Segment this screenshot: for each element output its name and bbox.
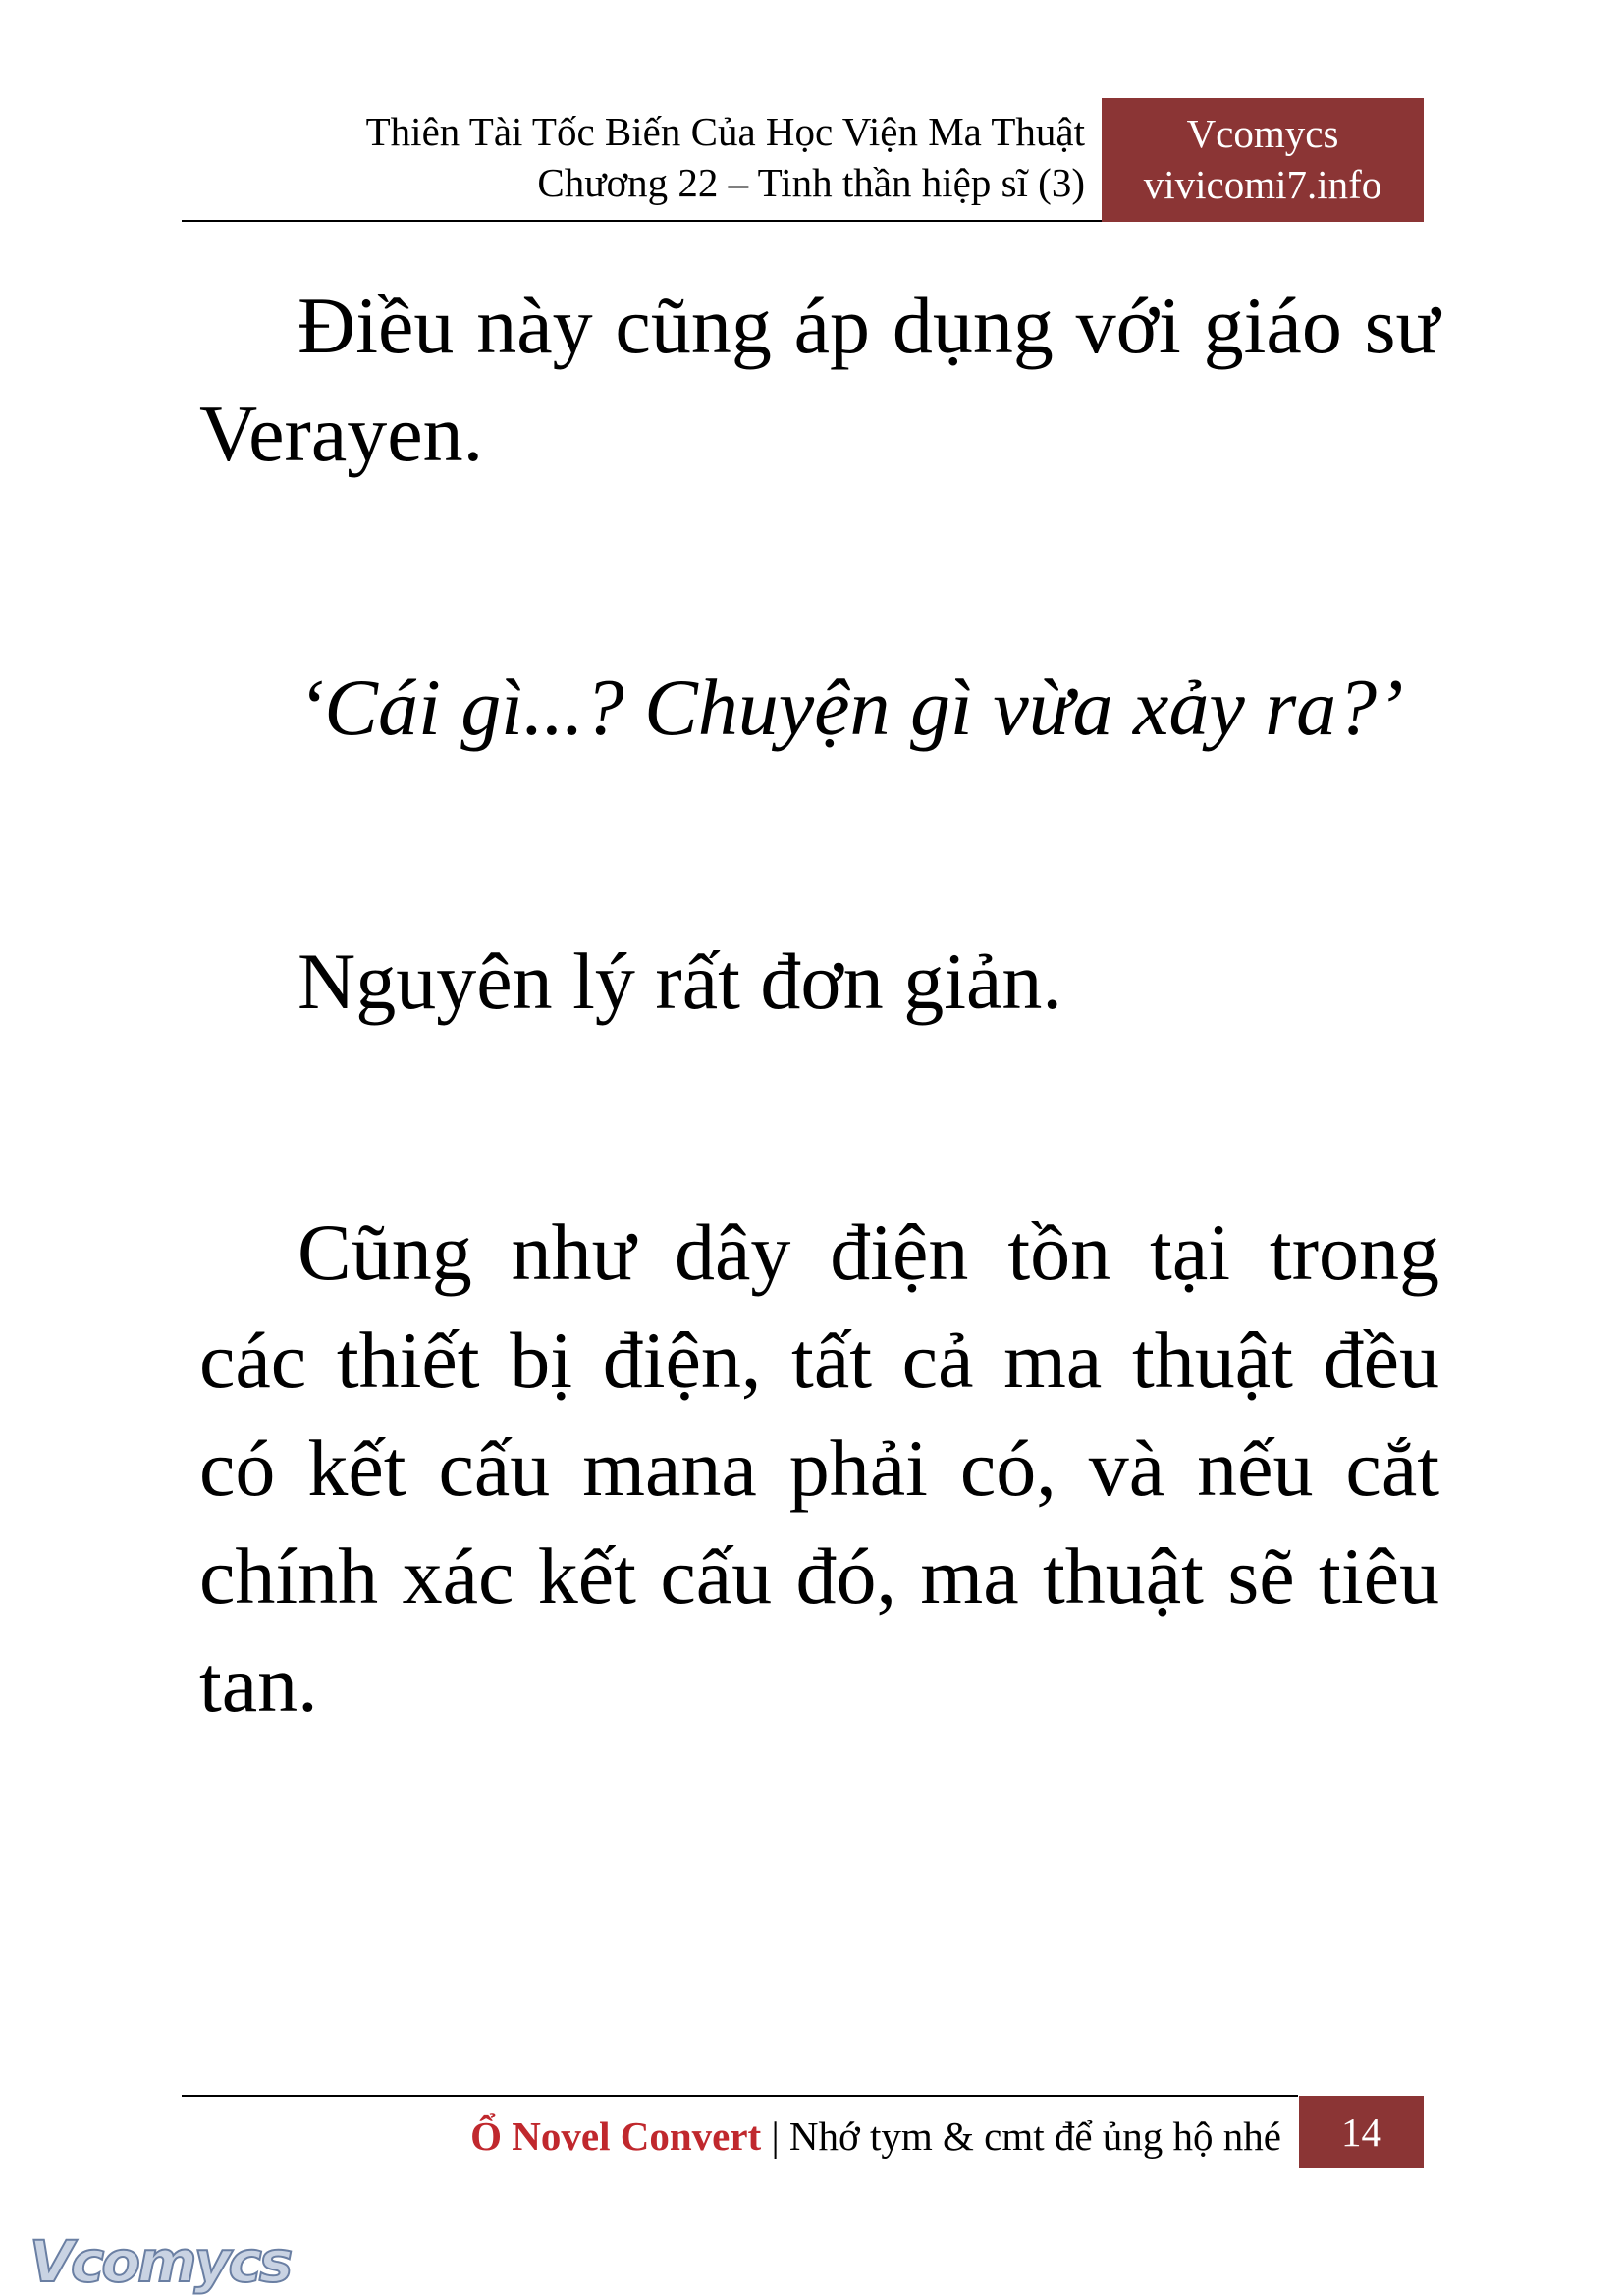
paragraph-4-text: Cũng như dây điện tồn tại trong các thiết bị điện, tất cả ma thuật đều có kết cấu mana phải có, và nếu cắt chính xác kết cấu đó, ma thuật sẽ tiêu tan. [199, 1207, 1439, 1729]
paragraph-1-text: Điều này cũng áp dụng với giáo sư Verayen. [199, 281, 1439, 478]
paragraph [199, 654, 1439, 762]
running-header [182, 106, 1085, 208]
site-url: vivicomi7.info [1143, 162, 1382, 207]
footer-divider [182, 2095, 1298, 2097]
footer-brand: Ổ Novel Convert [470, 2113, 762, 2159]
header-divider [182, 220, 1102, 222]
footer-message: Nhớ tym & cmt để ủng hộ nhé [788, 2113, 1281, 2159]
paragraph [199, 1199, 1439, 1738]
book-title: Thiên Tài Tốc Biến Của Học Viện Ma Thuật [365, 109, 1085, 154]
footer [182, 2109, 1281, 2163]
site-name: Vcomycs [1186, 111, 1339, 156]
chapter-title: Chương 22 – Tinh thần hiệp sĩ (3) [537, 160, 1085, 205]
page-number: 14 [1299, 2096, 1424, 2168]
watermark-logo: Vcomycs [29, 2228, 291, 2295]
paragraph [199, 272, 1439, 488]
paragraph-2-text: ‘Cái gì...? Chuyện gì vừa xảy ra?’ [298, 663, 1404, 752]
paragraph [199, 928, 1439, 1036]
footer-separator: | [761, 2113, 789, 2159]
paragraph-3-text: Nguyên lý rất đơn giản. [298, 936, 1062, 1026]
site-badge [1102, 98, 1424, 222]
